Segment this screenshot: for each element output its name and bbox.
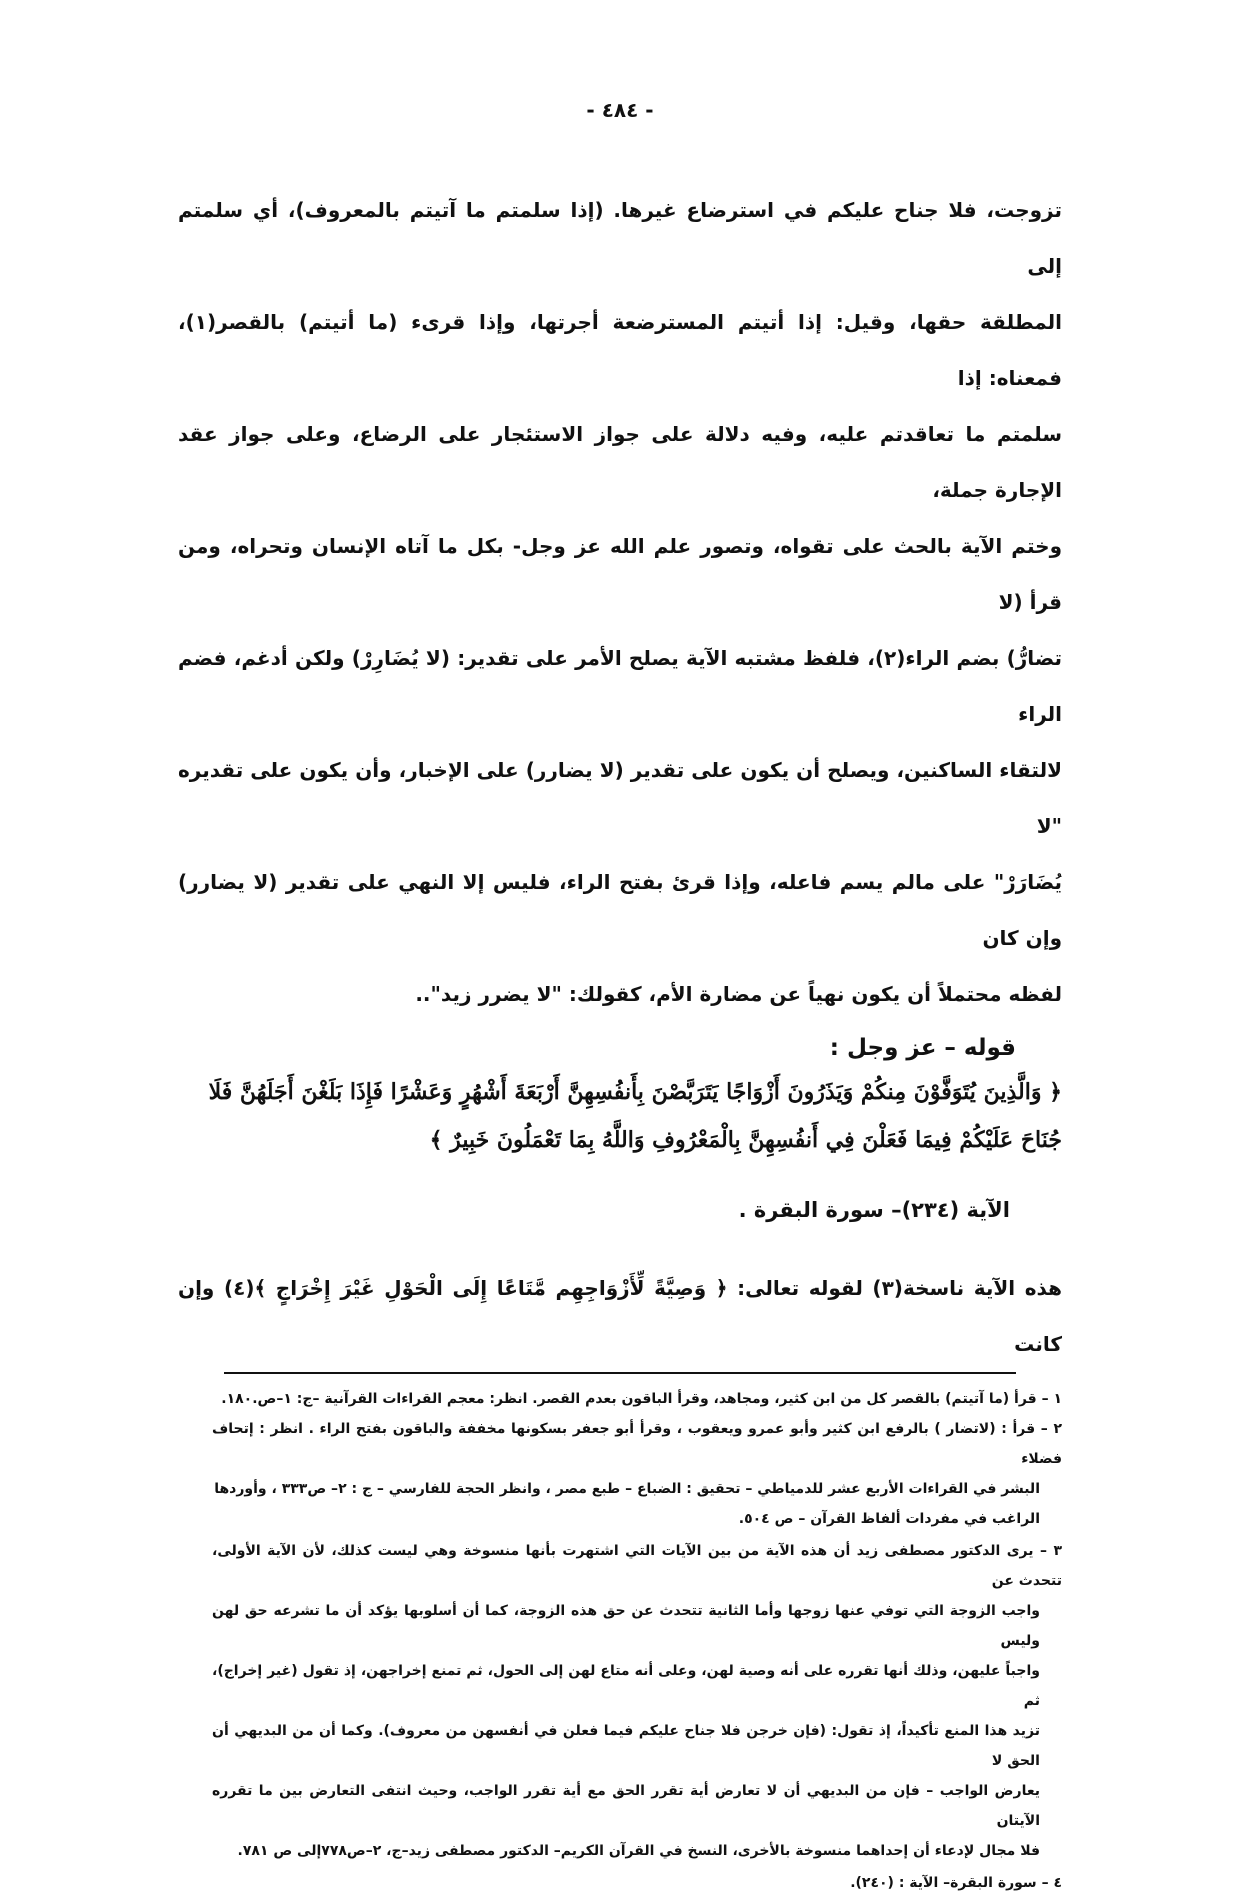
text-line: وختم الآية بالحث على تقواه، وتصور علم الله عز وجل- بكل ما آتاه الإنسان وتحراه، ومن قرأ (لا [178, 534, 1062, 614]
footnote-3: ٣ – يرى الدكتور مصطفى زيد أن هذه الآية من بين الآيات التي اشتهرت بأنها منسوخة وهي ليست كذلك، لأن الآية الأولى، تتحدث عن [212, 1543, 1062, 1589]
main-text [178, 182, 1062, 1372]
footnote-3-cont: فلا مجال لإدعاء أن إحداهما منسوخة بالأخرى، النسخ في القرآن الكريم– الدكتور مصطفى زيد–ج، ٢–ص٧٧٨إلى ص ٧٨١. [237, 1843, 1040, 1859]
text-line: لالتقاء الساكنين، ويصلح أن يكون على تقدير (لا يضارر) على الإخبار، وأن يكون على تقديره "لا [178, 758, 1062, 838]
footnote-3-cont: واجباً عليهن، وذلك أنها تقرره على أنه وصية لهن، وعلى أنه متاع لهن إلى الحول، ثم تمنع إخراجهن، إذ تقول (غير إخراج)، ثم [212, 1663, 1040, 1709]
section-heading: قوله – عز وجل : [829, 1035, 1016, 1061]
text-line: سلمتم ما تعاقدتم عليه، وفيه دلالة على جواز الاستئجار على الرضاع، وعلى جواز عقد الإجارة جملة، [178, 422, 1062, 502]
text-line: تضارُّ) بضم الراء(٢)، فلفظ مشتبه الآية يصلح الأمر على تقدير: (لا يُضَارِرْ) ولكن أدغم، فضم الراء [178, 646, 1062, 726]
footnote-4: ٤ – سورة البقرة– الآية : (٢٤٠). [850, 1875, 1062, 1891]
paragraph-2: هذه الآية ناسخة(٣) لقوله تعالى: ﴿ وَصِيَّةً لِّأَزْوَاجِهِم مَّتَاعًا إِلَى الْحَوْلِ غَيْرَ إِخْرَاجٍ ﴾(٤) وإن كانت [178, 1276, 1062, 1356]
footnote-divider [224, 1372, 1016, 1374]
quran-verse [178, 1068, 1062, 1164]
text-line: المطلقة حقها، وقيل: إذا أتيتم المسترضعة أجرتها، وإذا قرىء (ما أتيتم) بالقصر(١)، فمعناه: إذا [178, 310, 1062, 390]
text-line: يُضَارَرْ" على مالم يسم فاعله، وإذا قرئ بفتح الراء، فليس إلا النهي على تقدير (لا يضارر) وإن كان [178, 870, 1062, 950]
verse-line: جُنَاحَ عَلَيْكُمْ فِيمَا فَعَلْنَ فِي أَنفُسِهِنَّ بِالْمَعْرُوفِ وَاللَّهُ بِمَا تَعْمَلُونَ خَبِيرٌ ﴾ [429, 1127, 1062, 1153]
footnote-3-cont: يعارض الواجب – فإن من البديهي أن لا تعارض أية تقرر الحق مع أية تقرر الواجب، وحيث انتفى التعارض بين ما تقرره الآيتان [212, 1783, 1040, 1829]
page-number: - ٤٨٤ - [586, 98, 654, 122]
verse-line: ﴿ وَالَّذِينَ يُتَوَفَّوْنَ مِنكُمْ وَيَذَرُونَ أَزْوَاجًا يَتَرَبَّصْنَ بِأَنفُسِهِنَّ أَرْبَعَةَ أَشْهُرٍ وَعَشْرًا فَإِذَا بَلَغْنَ أَجَلَهُنَّ فَلَا [208, 1079, 1062, 1105]
footnote-2-cont: البشر في القراءات الأربع عشر للدمياطي – تحقيق : الضباع – طبع مصر ، وانظر الحجة للفارسي – ج : ٢– ص٣٣٣ ، وأوردها [214, 1481, 1040, 1497]
text-line: تزوجت، فلا جناح عليكم في استرضاع غيرها. (إذا سلمتم ما آتيتم بالمعروف)، أي سلمتم إلى [178, 198, 1062, 278]
text-line: لفظه محتملاً أن يكون نهياً عن مضارة الأم، كقولك: "لا يضرر زيد".. [415, 982, 1062, 1006]
footnotes [178, 1384, 1062, 1898]
footnote-1: ١ – قرأ (ما آتيتم) بالقصر كل من ابن كثير، ومجاهد، وقرأ الباقون بعدم القصر. انظر: معجم القراءات القرآنية –ج: ١–ص.١٨٠. [221, 1391, 1062, 1407]
paragraph-1 [178, 182, 1062, 1022]
verse-reference: الآية (٢٣٤)– سورة البقرة . [738, 1198, 1010, 1222]
footnote-2-cont: الراغب في مفردات ألفاظ القرآن – ص ٥٠٤. [738, 1511, 1040, 1527]
footnote-3-cont: تزيد هذا المنع تأكيداً، إذ تقول: (فإن خرجن فلا جناح عليكم فيما فعلن في أنفسهن من معروف). وكما أن من البديهي أن الحق لا [212, 1723, 1040, 1769]
footnote-2: ٢ – قرأ : (لاتضار ) بالرفع ابن كثير وأبو عمرو ويعقوب ، وقرأ أبو جعفر بسكونها مخففة والباقون بفتح الراء . انظر : إتحاف فضلاء [212, 1421, 1062, 1467]
footnote-3-cont: واجب الزوجة التي توفي عنها زوجها وأما الثانية تتحدث عن حق هذه الزوجة، كما أن أسلوبها يؤكد أن ما تشرعه حق لهن وليس [212, 1603, 1040, 1649]
page-content [178, 182, 1062, 1898]
